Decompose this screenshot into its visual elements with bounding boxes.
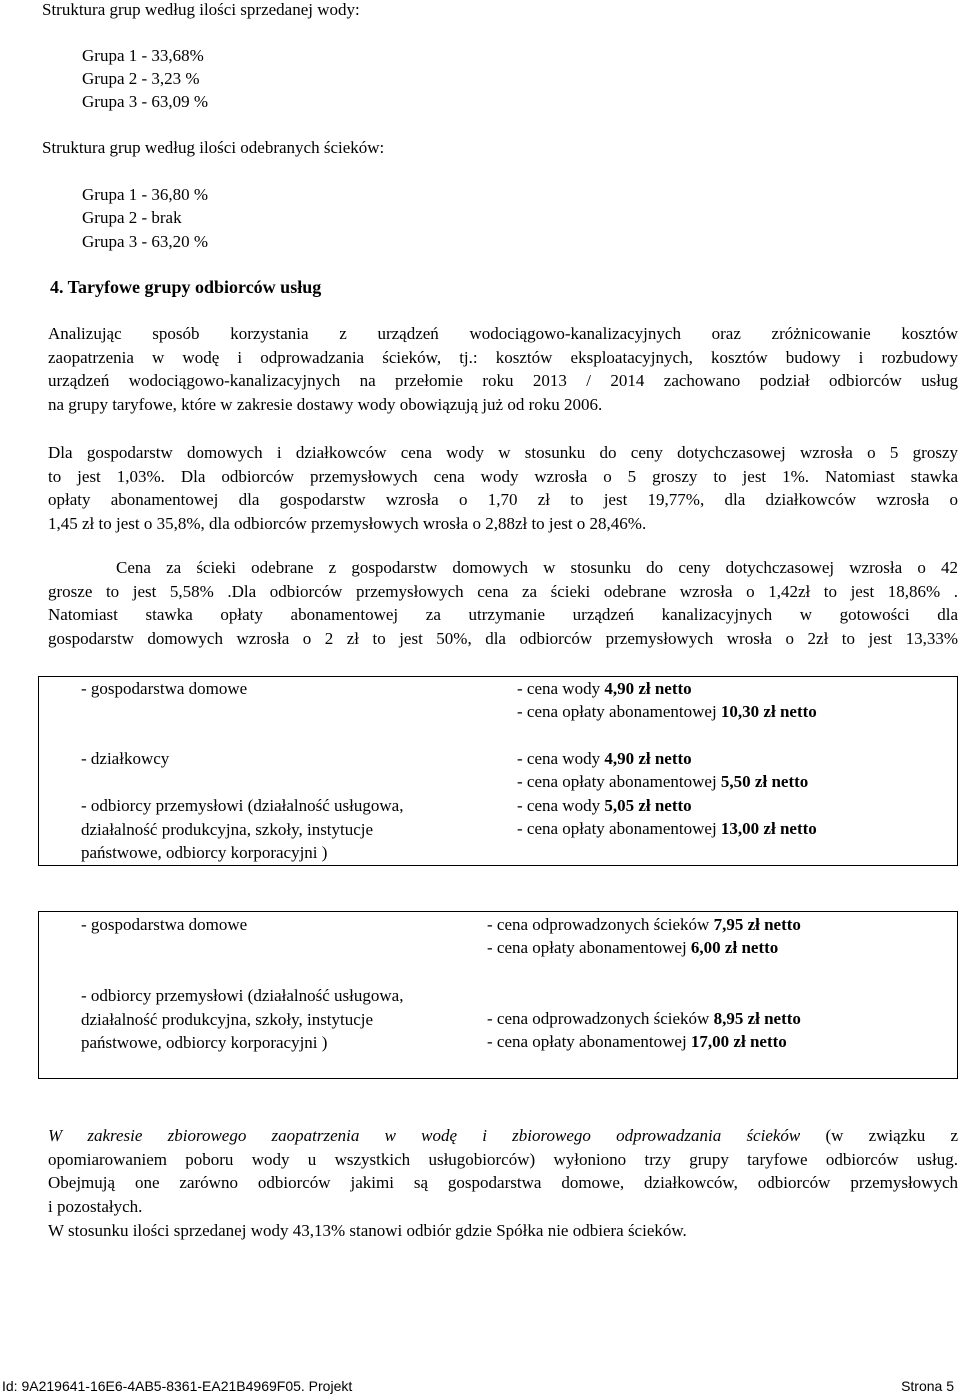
sales-group-3: Grupa 3 - 63,09 %	[82, 92, 209, 111]
sewage-row-households-label: - gospodarstwa domowe	[81, 915, 248, 934]
section-title: 4. Taryfowe grupy odbiorców usług	[50, 277, 322, 297]
sales-group-1: Grupa 1 - 33,68%	[82, 46, 204, 65]
text-line: 1,45 zł to jest o 35,8%, dla odbiorców przemysłowych wrosła o 2,88zł to jest o 28,46%.	[48, 514, 647, 534]
text-line: Cena za ścieki odebrane z gospodarstw domowych w stosunku do ceny dotychczasowej wzrosła o 42	[116, 558, 958, 577]
text-line: zaopatrzenia w wodę i odprowadzania ścieków, tj.: kosztów eksploatacyjnych, kosztów budowy i rozbudowy	[48, 347, 958, 367]
text-line: to jest 1,03%. Dla odbiorców przemysłowych cena wody wzrosła o 5 groszy to jest 1%. Natomiast stawka	[48, 466, 958, 486]
paragraph-sewage-price	[48, 556, 958, 651]
footer-document-id: Id: 9A219641-16E6-4AB5-8361-EA21B4969F05. Projekt	[2, 1378, 353, 1394]
water-row-industry-label: - odbiorcy przemysłowi (działalność usługowa, działalność produkcyjna, szkoły, instytucje państwowe, odbiorcy korporacyjni )	[81, 796, 404, 862]
text-line: Analizując sposób korzystania z urządzeń wodociągowo-kanalizacyjnych oraz zróżnicowanie kosztów	[48, 324, 958, 343]
text-line: urządzeń wodociągowo-kanalizacyjnych na przełomie roku 2013 / 2014 zachowano podział odbiorców usług	[48, 371, 958, 391]
water-row-households-fee: - cena opłaty abonamentowej 10,30 zł netto	[517, 702, 817, 721]
text-line: Dla gospodarstw domowych i działkowców cena wody w stosunku do ceny dotychczasowej wzrosła o 5 groszy	[48, 443, 958, 462]
sewage-structure-heading: Struktura grup według ilości odebranych ścieków:	[42, 138, 385, 157]
text-line: opłaty abonamentowej dla gospodarstw wzrosła o 1,70 zł to jest 19,77%, dla działkowców wzrosła o	[48, 490, 958, 510]
water-row-allotments-water-price: - cena wody 4,90 zł netto	[517, 749, 692, 768]
text-line: grosze to jest 5,58% .Dla odbiorców przemysłowych cena za ścieki odebrane wzrosła o 1,42zł to jest 18,86% .	[48, 581, 958, 601]
text-line: na grupy taryfowe, które w zakresie dostawy wody obowiązują już od roku 2006.	[48, 395, 603, 415]
sewage-row-industry-sewage-price: - cena odprowadzonych ścieków 8,95 zł netto	[487, 1009, 801, 1028]
text-line: gospodarstw domowych wzrosła o 2 zł to jest 50%, dla odbiorców przemysłowych wrosła o 2zł to jest 13,33%	[48, 629, 958, 649]
sewage-group-1: Grupa 1 - 36,80 %	[82, 185, 209, 204]
sewage-group-2: Grupa 2 - brak	[82, 208, 182, 227]
sewage-price-table	[38, 911, 958, 1079]
water-row-households-water-price: - cena wody 4,90 zł netto	[517, 679, 692, 698]
sales-structure-heading: Struktura grup według ilości sprzedanej wody:	[42, 0, 360, 19]
water-row-allotments-label: - działkowcy	[81, 749, 170, 768]
water-price-table	[38, 676, 958, 866]
text-line: W stosunku ilości sprzedanej wody 43,13% stanowi odbiór gdzie Spółka nie odbiera ścieków.	[48, 1220, 687, 1240]
footer-page-number: Strona 5	[901, 1378, 954, 1394]
sewage-row-industry-fee: - cena opłaty abonamentowej 17,00 zł netto	[487, 1032, 787, 1051]
text-line: opomiarowaniem poboru wody u wszystkich usługobiorców) wyłoniono trzy grupy taryfowe odbiorców usług.	[48, 1149, 958, 1169]
text-line: W zakresie zbiorowego zaopatrzenia w wodę i zbiorowego odprowadzania ścieków (w związku z	[48, 1126, 958, 1145]
paragraph-groups	[48, 322, 958, 417]
sales-group-2: Grupa 2 - 3,23 %	[82, 69, 200, 88]
paragraph-closing	[48, 1124, 958, 1243]
sewage-row-households-fee: - cena opłaty abonamentowej 6,00 zł netto	[487, 938, 779, 957]
sewage-row-households-sewage-price: - cena odprowadzonych ścieków 7,95 zł netto	[487, 915, 801, 934]
sewage-row-industry-label: - odbiorcy przemysłowi (działalność usługowa, działalność produkcyjna, szkoły, instytucje państwowe, odbiorcy korporacyjni )	[81, 986, 404, 1052]
paragraph-water-price	[48, 441, 958, 536]
water-row-industry-water-price: - cena wody 5,05 zł netto	[517, 796, 692, 815]
text-line: Obejmują one zarówno odbiorców jakimi są gospodarstwa domowe, działkowców, odbiorców przemysłowych	[48, 1173, 958, 1193]
water-row-industry-fee: - cena opłaty abonamentowej 13,00 zł netto	[517, 819, 817, 838]
water-row-households-label: - gospodarstwa domowe	[81, 679, 248, 698]
text-line: Natomiast stawka opłaty abonamentowej za utrzymanie urządzeń kanalizacyjnych w gotowości dla	[48, 605, 958, 625]
text-line: i pozostałych.	[48, 1197, 143, 1217]
water-row-allotments-fee: - cena opłaty abonamentowej 5,50 zł netto	[517, 772, 809, 791]
sewage-group-3: Grupa 3 - 63,20 %	[82, 232, 209, 251]
